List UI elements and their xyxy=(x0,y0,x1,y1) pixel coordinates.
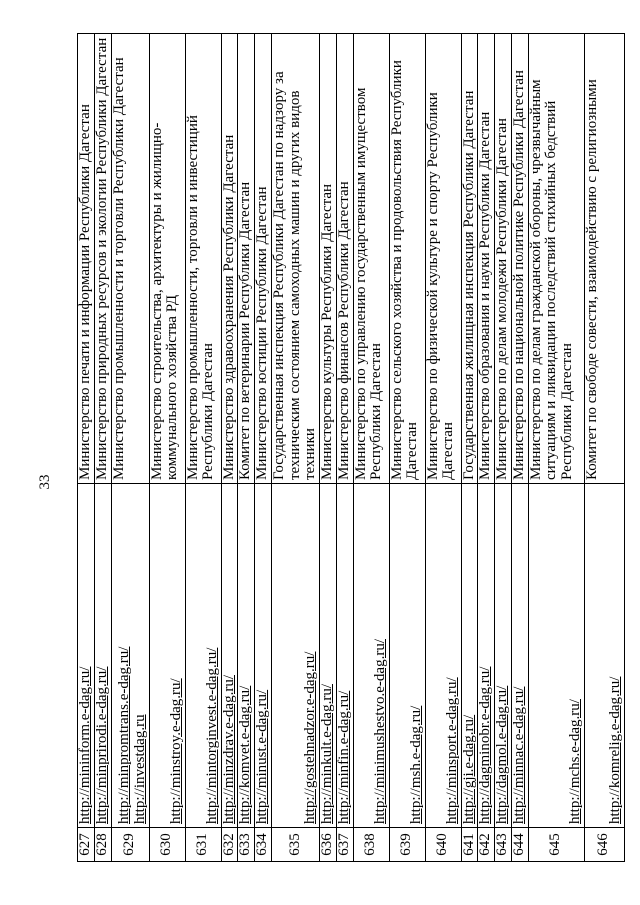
site-link[interactable]: http://minkult.e-dag.ru/ xyxy=(319,684,335,824)
sites-table xyxy=(77,33,625,862)
row-number: 636 xyxy=(320,828,337,862)
site-link[interactable]: http://minzdrav.e-dag.ru/ xyxy=(220,675,237,824)
row-number: 644 xyxy=(511,828,528,862)
row-url-cell xyxy=(425,484,461,828)
row-number: 635 xyxy=(271,828,319,862)
site-link[interactable]: http://investdag.ru xyxy=(131,714,148,824)
table-row xyxy=(78,34,95,862)
row-url-cell xyxy=(495,484,512,828)
row-url-cell xyxy=(461,484,478,828)
site-link[interactable]: http://mininform.e-dag.ru/ xyxy=(77,666,93,824)
table-row xyxy=(528,34,584,862)
row-organization-name: Министерство по делам гражданской обороны, чрезвычайным ситуациям и ликвидации последствий стихийных бедствий Республики Дагестан xyxy=(528,34,584,484)
table-row xyxy=(461,34,478,862)
table-row xyxy=(271,34,319,862)
row-number: 637 xyxy=(336,828,353,862)
row-organization-name: Министерство по управлению государственным имуществом Республики Дагестан xyxy=(353,34,389,484)
row-organization-name: Министерство промышленности, торговли и инвестиций Республики Дагестан xyxy=(185,34,221,484)
table-row xyxy=(425,34,461,862)
row-number: 630 xyxy=(149,828,185,862)
site-link[interactable]: http://minsport.e-dag.ru/ xyxy=(443,677,460,824)
row-number: 639 xyxy=(389,828,425,862)
site-link[interactable]: http://msh.e-dag.ru/ xyxy=(407,705,424,824)
row-url-cell xyxy=(389,484,425,828)
table-row xyxy=(495,34,512,862)
table-row xyxy=(238,34,255,862)
row-url-cell xyxy=(528,484,584,828)
row-url-cell xyxy=(336,484,353,828)
table-row xyxy=(185,34,221,862)
row-number: 633 xyxy=(238,828,255,862)
row-number: 642 xyxy=(478,828,495,862)
row-number: 641 xyxy=(461,828,478,862)
row-number: 638 xyxy=(353,828,389,862)
table-row xyxy=(584,34,624,862)
row-organization-name: Министерство строительства, архитектуры и жилищно-коммунального хозяйства РД xyxy=(149,34,185,484)
row-organization-name: Комитет по свободе совести, взаимодействию с религиозными xyxy=(584,34,624,484)
row-url-cell xyxy=(353,484,389,828)
row-organization-name: Министерство по национальной политике Республики Дагестан xyxy=(511,34,528,484)
table-row xyxy=(221,34,238,862)
site-link[interactable]: http://gostehnadzor.e-dag.ru/ xyxy=(302,651,319,824)
site-link[interactable]: http://komvet.e-dag.ru/ xyxy=(237,685,254,824)
row-organization-name: Министерство культуры Республики Дагестан xyxy=(320,34,337,484)
row-organization-name: Министерство здравоохранения Республики Дагестан xyxy=(221,34,238,484)
table-row xyxy=(336,34,353,862)
row-number: 627 xyxy=(78,828,95,862)
site-link[interactable]: http://dagmol.e-dag.ru/ xyxy=(494,685,510,824)
row-organization-name: Государственная жилищная инспекция Республики Дагестан xyxy=(461,34,478,484)
site-link[interactable]: http://minpromtrans.e-dag.ru/ xyxy=(116,646,132,824)
row-organization-name: Министерство сельского хозяйства и продовольствия Республики Дагестан xyxy=(389,34,425,484)
row-url-cell xyxy=(111,484,149,828)
table-row xyxy=(353,34,389,862)
row-organization-name: Министерство природных ресурсов и экологии Республики Дагестан xyxy=(94,34,111,484)
site-link[interactable]: http://minstroy.e-dag.ru/ xyxy=(167,678,184,824)
row-number: 632 xyxy=(221,828,238,862)
site-link[interactable]: http://mintorginvest.e-dag.ru/ xyxy=(203,647,220,824)
row-organization-name: Министерство по делам молодежи Республики Дагестан xyxy=(495,34,512,484)
row-url-cell xyxy=(78,484,95,828)
rotated-table-wrapper xyxy=(77,34,623,862)
site-link[interactable]: http://gji.e-dag.ru/ xyxy=(460,714,477,824)
row-url-cell xyxy=(271,484,319,828)
row-number: 631 xyxy=(185,828,221,862)
row-url-cell xyxy=(185,484,221,828)
table-row xyxy=(111,34,149,862)
row-organization-name: Министерство образования и науки Республики Дагестан xyxy=(478,34,495,484)
row-url-cell xyxy=(320,484,337,828)
site-link[interactable]: http://minust.e-dag.ru/ xyxy=(254,689,270,824)
site-link[interactable]: http://dagminobr.e-dag.ru/ xyxy=(477,666,494,824)
row-number: 634 xyxy=(255,828,272,862)
row-organization-name: Министерство финансов Республики Дагестан xyxy=(336,34,353,484)
row-url-cell xyxy=(584,484,624,828)
site-link[interactable]: http://komrelig.e-dag.ru/ xyxy=(606,676,623,824)
row-url-cell xyxy=(511,484,528,828)
table-row xyxy=(478,34,495,862)
row-number: 640 xyxy=(425,828,461,862)
site-link[interactable]: http://minnac.e-dag.ru/ xyxy=(510,686,527,824)
row-url-cell xyxy=(221,484,238,828)
table-row xyxy=(149,34,185,862)
row-number: 645 xyxy=(528,828,584,862)
page-number: 33 xyxy=(37,474,53,490)
row-number: 629 xyxy=(111,828,149,862)
row-organization-name: Министерство по физической культуре и спорту Республики Дагестан xyxy=(425,34,461,484)
row-url-cell xyxy=(94,484,111,828)
table-row xyxy=(320,34,337,862)
row-url-cell xyxy=(255,484,272,828)
table-row xyxy=(255,34,272,862)
row-number: 628 xyxy=(94,828,111,862)
row-number: 643 xyxy=(495,828,512,862)
row-organization-name: Министерство промышленности и торговли Республики Дагестан xyxy=(111,34,149,484)
row-organization-name: Комитет по ветеринарии Республики Дагестан xyxy=(238,34,255,484)
row-organization-name: Министерство юстиции Республики Дагестан xyxy=(255,34,272,484)
site-link[interactable]: http://mchs.e-dag.ru/ xyxy=(566,699,583,824)
site-link[interactable]: http://minprirodi.e-dag.ru/ xyxy=(93,666,110,824)
table-row xyxy=(511,34,528,862)
site-link[interactable]: http://minimushestvo.e-dag.ru/ xyxy=(371,639,388,824)
row-url-cell xyxy=(149,484,185,828)
row-organization-name: Министерство печати и информации Республики Дагестан xyxy=(78,34,95,484)
table-row xyxy=(94,34,111,862)
site-link[interactable]: http://minfin.e-dag.ru/ xyxy=(335,690,352,824)
row-number: 646 xyxy=(584,828,624,862)
row-url-cell xyxy=(478,484,495,828)
row-organization-name: Государственная инспекция Республики Дагестан по надзору за техническим состоянием самоходных машин и других видов техники xyxy=(271,34,319,484)
table-row xyxy=(389,34,425,862)
row-url-cell xyxy=(238,484,255,828)
